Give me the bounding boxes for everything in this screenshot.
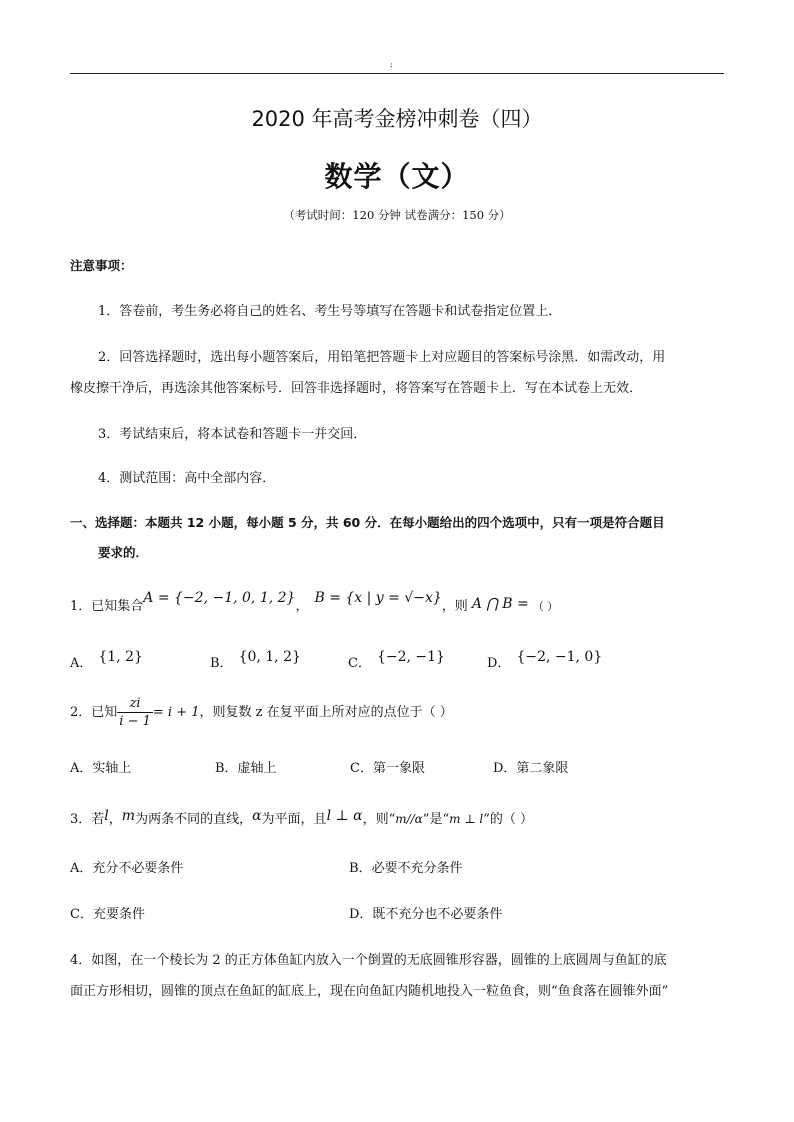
q1-option-c-label: C．	[348, 656, 371, 671]
exam-title: 2020 年高考金榜冲刺卷（四）	[251, 107, 543, 131]
q2-prefix: 2．已知	[70, 705, 118, 720]
q1-option-c-value: {−2, −1}	[376, 649, 445, 665]
q3-text-5: ”是“	[422, 812, 450, 827]
q4-stem-line-1: 4．如图，在一个棱长为 2 的正方体鱼缸内放入一个倒置的无底圆锥形容器，圆锥的上底圆周与鱼缸的底	[70, 953, 667, 968]
note-item-3: 3．考试结束后，将本试卷和答题卡一并交回．	[98, 427, 367, 442]
q1-set-b: B = {x | y = √−x}	[314, 590, 442, 606]
q3-option-c: C．充要条件	[70, 907, 145, 922]
note-item-1: 1．答卷前，考生务必将自己的姓名、考生号等填写在答题卡和试卷指定位置上．	[98, 304, 562, 319]
q1-option-d-label: D．	[487, 656, 511, 671]
q1-stem	[70, 590, 559, 614]
q3-line-l: l	[104, 808, 109, 824]
q1-option-b	[210, 649, 301, 671]
q2-stem-text: ，则复数 z 在复平面上所对应的点位于（ ）	[199, 705, 453, 720]
q1-expr: A ⋂ B =	[471, 596, 529, 612]
q1-option-a-label: A．	[70, 656, 93, 671]
q2-rhs: = i + 1	[152, 705, 200, 720]
exam-subject: 数学（文）	[324, 160, 470, 193]
q1-option-d	[487, 649, 603, 671]
note-item-2: 2．回答选择题时，选出每小题答案后，用铅笔把答题卡上对应题目的答案标号涂黑．如需改动，用	[98, 350, 666, 365]
q3-option-a: A．充分不必要条件	[70, 861, 184, 876]
q3-text-3: 为平面，且	[261, 812, 327, 827]
q1-option-b-value: {0, 1, 2}	[238, 649, 301, 665]
exam-time-info: （考试时间：120 分钟 试卷满分：150 分）	[283, 208, 511, 222]
q3-option-b: B．必要不充分条件	[349, 861, 463, 876]
q3-parallel-expr: m//α	[395, 812, 423, 826]
section1-heading-cont: 要求的．	[98, 545, 149, 560]
q2-option-c: C．第一象限	[350, 761, 425, 776]
header-mark: :	[390, 60, 393, 69]
q1-comma: ，	[295, 599, 309, 614]
note-item-2-cont: 橡皮擦干净后，再选涂其他答案标号．回答非选择题时，将答案写在答题卡上．写在本试卷上无效．	[70, 381, 643, 396]
q2-stem	[70, 695, 453, 730]
header-rule	[70, 73, 724, 74]
q2-frac-numerator: zi	[117, 695, 153, 713]
q2-option-b: B．虚轴上	[215, 761, 277, 776]
q1-suffix: ，则	[441, 599, 468, 614]
q1-prefix: 1．已知集合	[70, 599, 144, 614]
q3-stem	[70, 808, 533, 827]
q3-text-6: ”的（ ）	[483, 812, 534, 827]
q1-option-b-label: B．	[210, 656, 233, 671]
q1-option-d-value: {−2, −1, 0}	[516, 649, 603, 665]
q3-comma: ，	[108, 812, 122, 827]
q2-fraction	[117, 695, 153, 730]
q3-condition: l ⊥ α	[326, 808, 363, 824]
q3-option-d: D．既不充分也不必要条件	[349, 907, 503, 922]
q3-line-m: m	[121, 808, 136, 824]
q3-text-1: 3．若	[70, 812, 105, 827]
notes-heading: 注意事项：	[70, 258, 133, 273]
q3-perp-expr: m ⊥ l	[449, 812, 484, 826]
note-item-4: 4．测试范围：高中全部内容．	[98, 471, 276, 486]
q1-option-a	[70, 649, 143, 671]
q1-option-c	[348, 649, 445, 671]
q3-plane-alpha: α	[252, 808, 262, 824]
q4-stem-line-2: 面正方形相切，圆锥的顶点在鱼缸的缸底上，现在向鱼缸内随机地投入一粒鱼食，则“鱼食落在圆锥外面”	[70, 984, 669, 999]
q2-option-d: D．第二象限	[493, 761, 569, 776]
q1-paren: （ ）	[532, 600, 559, 613]
q2-frac-denominator: i − 1	[119, 714, 151, 729]
q1-set-a: A = {−2, −1, 0, 1, 2}	[143, 590, 296, 606]
q2-option-a: A．实轴上	[70, 761, 132, 776]
q1-option-a-value: {1, 2}	[98, 649, 143, 665]
q3-text-2: 为两条不同的直线，	[135, 812, 253, 827]
section1-heading: 一、选择题：本题共 12 小题，每小题 5 分，共 60 分．在每小题给出的四个选项中，只有一项是符合题目	[70, 515, 665, 530]
q3-text-4: ，则“	[362, 812, 396, 827]
